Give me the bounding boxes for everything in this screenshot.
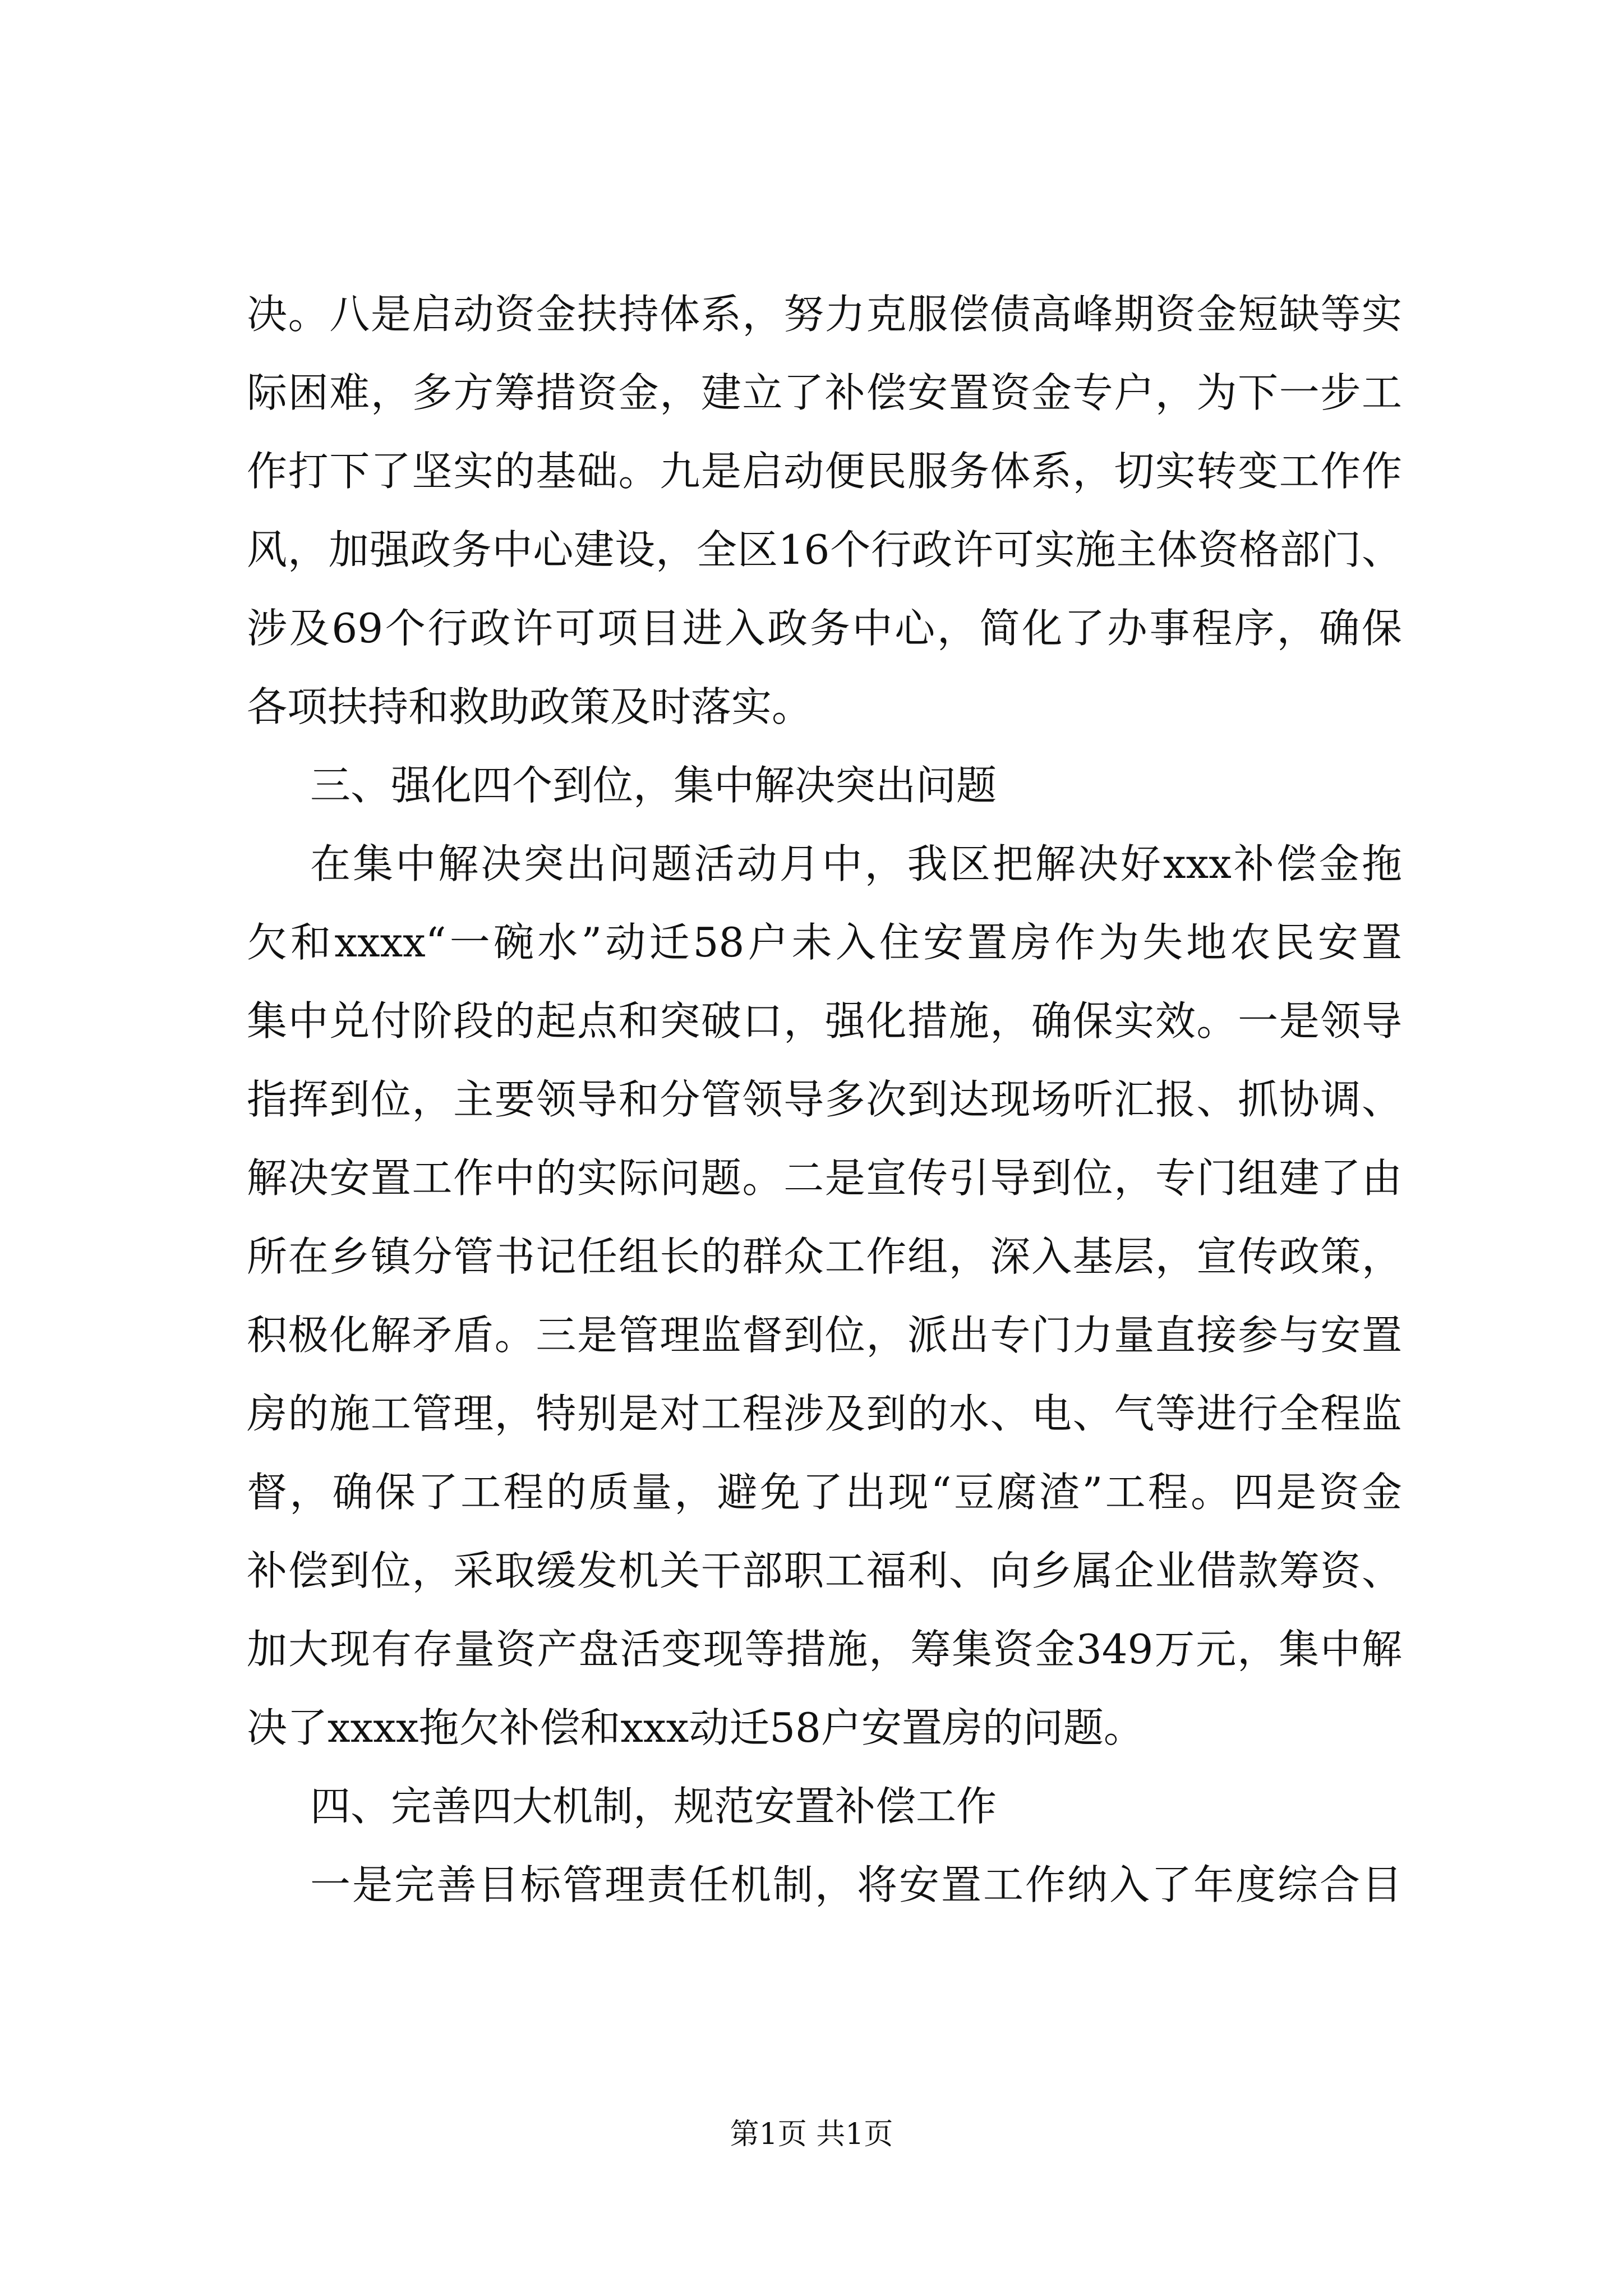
paragraph-line: 决了xxxx拖欠补偿和xxx动迁58户安置房的问题。 xyxy=(247,1704,1144,1751)
paragraph-line: 加大现有存量资产盘活变现等措施，筹集资金349万元，集中解 xyxy=(247,1626,1402,1673)
paragraph-line: 解决安置工作中的实际问题。二是宣传引导到位，专门组建了由 xyxy=(247,1154,1402,1202)
paragraph-line: 欠和xxxx“一碗水”动迁58户未入住安置房作为失地农民安置 xyxy=(247,919,1402,966)
paragraph-line: 积极化解矛盾。三是管理监督到位，派出专门力量直接参与安置 xyxy=(247,1312,1402,1359)
paragraph-line: 决。八是启动资金扶持体系，努力克服偿债高峰期资金短缺等实 xyxy=(247,291,1402,338)
paragraph-line: 指挥到位，主要领导和分管领导多次到达现场听汇报、抓协调、 xyxy=(247,1076,1402,1123)
paragraph-line: 所在乡镇分管书记任组长的群众工作组，深入基层，宣传政策， xyxy=(247,1233,1402,1280)
paragraph-line: 在集中解决突出问题活动月中，我区把解决好xxx补偿金拖 xyxy=(310,840,1402,887)
paragraph-line: 督，确保了工程的质量，避免了出现“豆腐渣”工程。四是资金 xyxy=(247,1469,1402,1516)
section-heading: 三、强化四个到位，集中解决突出问题 xyxy=(310,762,997,809)
paragraph-line: 一是完善目标管理责任机制，将安置工作纳入了年度综合目 xyxy=(310,1861,1402,1908)
paragraph-line: 补偿到位，采取缓发机关干部职工福利、向乡属企业借款筹资、 xyxy=(247,1547,1402,1594)
paragraph-line: 房的施工管理，特别是对工程涉及到的水、电、气等进行全程监 xyxy=(247,1390,1402,1437)
paragraph-line: 涉及69个行政许可项目进入政务中心，简化了办事程序，确保 xyxy=(247,605,1402,652)
paragraph-line: 集中兑付阶段的起点和突破口，强化措施，确保实效。一是领导 xyxy=(247,997,1402,1045)
paragraph-line: 各项扶持和救助政策及时落实。 xyxy=(247,683,813,730)
page-footer: 第1页 共1页 xyxy=(730,2118,893,2151)
paragraph-line: 际困难，多方筹措资金，建立了补偿安置资金专户，为下一步工 xyxy=(247,369,1402,416)
section-heading: 四、完善四大机制，规范安置补偿工作 xyxy=(310,1783,997,1830)
paragraph-line: 风，加强政务中心建设，全区16个行政许可实施主体资格部门、 xyxy=(247,526,1402,573)
paragraph-line: 作打下了坚实的基础。九是启动便民服务体系，切实转变工作作 xyxy=(247,448,1402,495)
